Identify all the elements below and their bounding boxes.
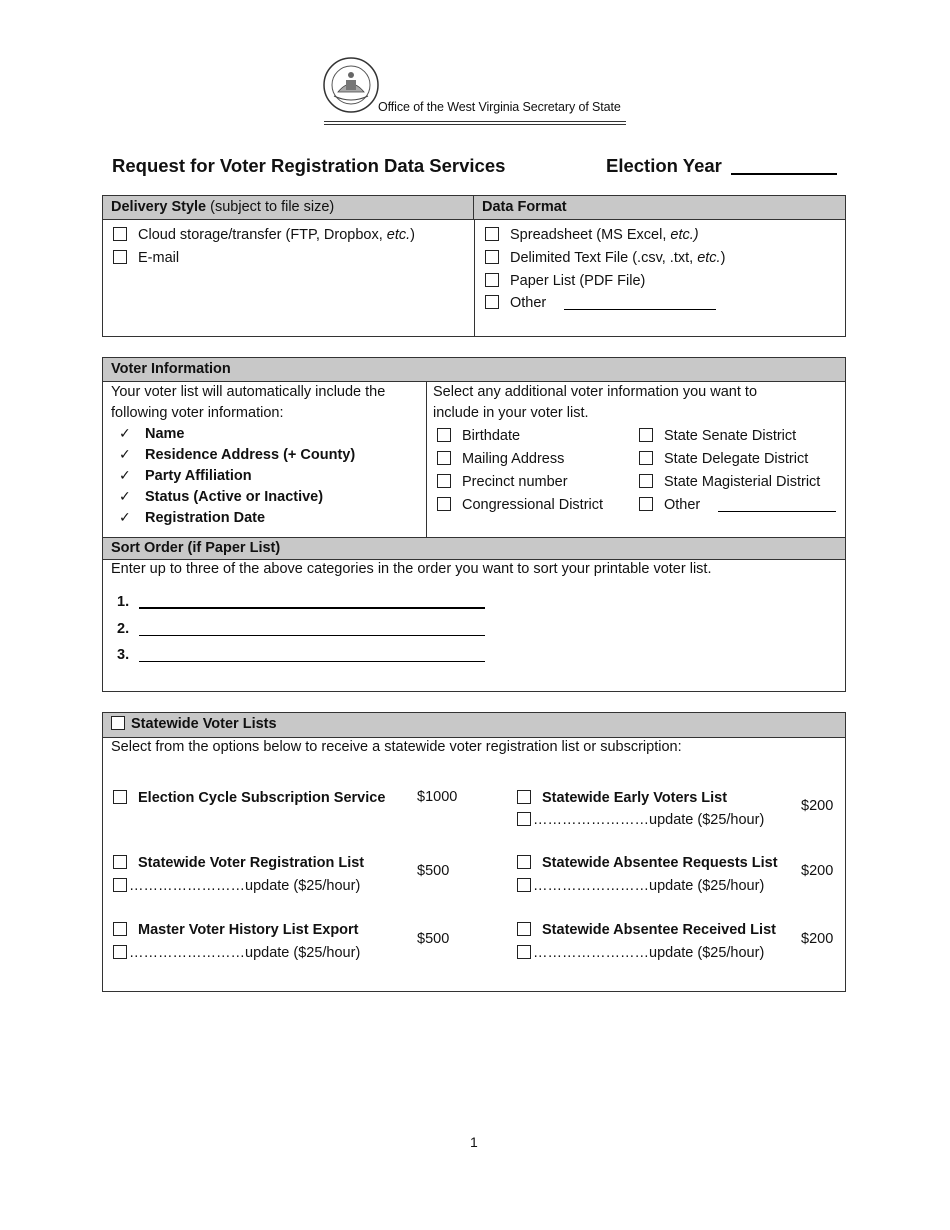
delivery-format-table: [102, 195, 846, 337]
sort-line-2: 2.: [117, 620, 485, 637]
page-title: Request for Voter Registration Data Services: [112, 155, 506, 176]
sort-input-3[interactable]: [139, 646, 485, 662]
update-absentee-requests[interactable]: ……………………update ($25/hour): [517, 878, 764, 894]
election-year-field: [606, 155, 837, 177]
paper-checkbox[interactable]: [485, 273, 499, 287]
voter-info-header: Voter Information: [103, 358, 845, 382]
select-intro-line-1: Select any additional voter information you want to: [433, 384, 758, 400]
state-seal-icon: [322, 56, 380, 114]
absentee-received-checkbox[interactable]: [517, 922, 531, 936]
format-option-paper[interactable]: Paper List (PDF File): [485, 273, 645, 289]
office-name: Office of the West Virginia Secretary of State: [378, 100, 621, 114]
letterhead-rule: [324, 121, 626, 125]
election-year-label: Election Year: [606, 155, 722, 176]
auto-item: ✓ Party Affiliation: [119, 467, 252, 484]
election-cycle-checkbox[interactable]: [113, 790, 127, 804]
statewide-lists-table: [102, 712, 846, 992]
mailing-address-checkbox[interactable]: [437, 451, 451, 465]
auto-item: ✓ Residence Address (+ County): [119, 446, 356, 463]
election-year-input[interactable]: [731, 157, 837, 175]
checkmark-icon: ✓: [119, 509, 131, 525]
absentee-requests-update-checkbox[interactable]: [517, 878, 531, 892]
page-number: 1: [470, 1134, 478, 1150]
format-option-delimited[interactable]: Delimited Text File (.csv, .txt, etc.): [485, 250, 725, 266]
congressional-checkbox[interactable]: [437, 497, 451, 511]
update-voter-registration[interactable]: ……………………update ($25/hour): [113, 878, 360, 894]
update-early-voters[interactable]: ……………………update ($25/hour): [517, 812, 764, 828]
sort-instructions: Enter up to three of the above categories in the order you want to sort your printable voter list.: [111, 561, 712, 577]
price-absentee-requests: $200: [801, 863, 834, 879]
voter-registration-update-checkbox[interactable]: [113, 878, 127, 892]
item-voter-registration[interactable]: Statewide Voter Registration List: [113, 855, 364, 871]
select-intro-line-2: include in your voter list.: [433, 405, 589, 421]
option-state-delegate[interactable]: State Delegate District: [639, 451, 808, 467]
absentee-requests-checkbox[interactable]: [517, 855, 531, 869]
voter-other-checkbox[interactable]: [639, 497, 653, 511]
sort-line-1: 1.: [117, 593, 485, 610]
delimited-checkbox[interactable]: [485, 250, 499, 264]
auto-item: ✓ Registration Date: [119, 509, 266, 526]
sort-input-1[interactable]: [139, 593, 485, 609]
checkmark-icon: ✓: [119, 446, 131, 462]
early-voters-checkbox[interactable]: [517, 790, 531, 804]
column-divider: [474, 220, 475, 336]
option-state-magisterial[interactable]: State Magisterial District: [639, 474, 820, 490]
option-other[interactable]: Other: [639, 497, 836, 513]
option-state-senate[interactable]: State Senate District: [639, 428, 796, 444]
option-birthdate[interactable]: Birthdate: [437, 428, 520, 444]
state-magisterial-checkbox[interactable]: [639, 474, 653, 488]
email-checkbox[interactable]: [113, 250, 127, 264]
delivery-option-cloud[interactable]: Cloud storage/transfer (FTP, Dropbox, etc.): [113, 227, 415, 243]
sort-input-2[interactable]: [139, 620, 485, 636]
delivery-style-header: Delivery Style (subject to file size): [103, 196, 474, 220]
voter-registration-checkbox[interactable]: [113, 855, 127, 869]
price-election-cycle: $1000: [417, 789, 458, 805]
birthdate-checkbox[interactable]: [437, 428, 451, 442]
item-master-history[interactable]: Master Voter History List Export: [113, 922, 359, 938]
item-early-voters[interactable]: Statewide Early Voters List: [517, 790, 727, 806]
auto-item: ✓ Status (Active or Inactive): [119, 488, 324, 505]
letterhead: [320, 56, 630, 126]
delivery-option-email[interactable]: E-mail: [113, 250, 179, 266]
early-voters-update-checkbox[interactable]: [517, 812, 531, 826]
sort-line-3: 3.: [117, 646, 485, 663]
master-history-checkbox[interactable]: [113, 922, 127, 936]
precinct-checkbox[interactable]: [437, 474, 451, 488]
option-mailing-address[interactable]: Mailing Address: [437, 451, 564, 467]
price-early-voters: $200: [801, 798, 834, 814]
format-option-spreadsheet[interactable]: Spreadsheet (MS Excel, etc.): [485, 227, 699, 243]
data-format-header: Data Format: [474, 196, 845, 220]
auto-item: ✓ Name: [119, 425, 185, 442]
voter-info-divider: [426, 382, 427, 537]
option-congressional[interactable]: Congressional District: [437, 497, 603, 513]
state-senate-checkbox[interactable]: [639, 428, 653, 442]
master-history-update-checkbox[interactable]: [113, 945, 127, 959]
price-absentee-received: $200: [801, 931, 834, 947]
cloud-checkbox[interactable]: [113, 227, 127, 241]
option-precinct[interactable]: Precinct number: [437, 474, 568, 490]
item-absentee-requests[interactable]: Statewide Absentee Requests List: [517, 855, 778, 871]
state-delegate-checkbox[interactable]: [639, 451, 653, 465]
voter-other-input[interactable]: [718, 498, 836, 512]
statewide-checkbox[interactable]: [111, 716, 125, 730]
checkmark-icon: ✓: [119, 425, 131, 441]
update-master-history[interactable]: ……………………update ($25/hour): [113, 945, 360, 961]
statewide-intro: Select from the options below to receive a statewide voter registration list or subscription:: [111, 739, 682, 755]
sort-order-header: Sort Order (if Paper List): [103, 537, 845, 560]
spreadsheet-checkbox[interactable]: [485, 227, 499, 241]
statewide-header[interactable]: Statewide Voter Lists: [103, 713, 845, 738]
price-voter-registration: $500: [417, 863, 450, 879]
auto-intro-line-1: Your voter list will automatically include the: [111, 384, 386, 400]
item-absentee-received[interactable]: Statewide Absentee Received List: [517, 922, 776, 938]
price-master-history: $500: [417, 931, 450, 947]
format-other-input[interactable]: [564, 296, 716, 310]
update-absentee-received[interactable]: ……………………update ($25/hour): [517, 945, 764, 961]
auto-items-list: [119, 425, 355, 530]
absentee-received-update-checkbox[interactable]: [517, 945, 531, 959]
item-election-cycle[interactable]: Election Cycle Subscription Service: [113, 790, 385, 806]
checkmark-icon: ✓: [119, 488, 131, 504]
voter-info-table: [102, 357, 846, 692]
format-option-other[interactable]: Other: [485, 295, 716, 311]
checkmark-icon: ✓: [119, 467, 131, 483]
format-other-checkbox[interactable]: [485, 295, 499, 309]
auto-intro-line-2: following voter information:: [111, 405, 284, 421]
